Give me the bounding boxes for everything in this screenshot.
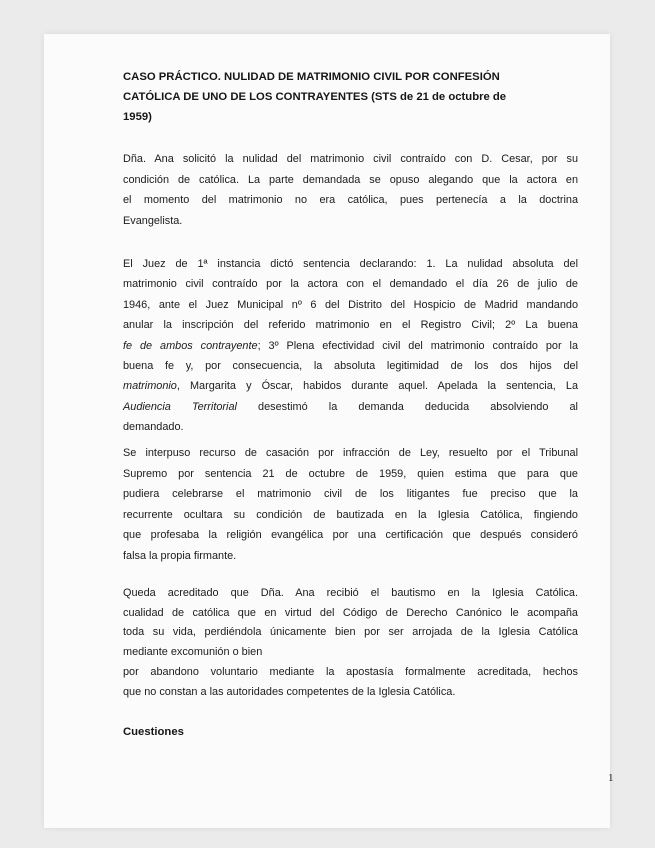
paragraph-line: Queda acreditado que Dña. Ana recibió el bautismo en la Iglesia Católica. xyxy=(123,587,578,599)
emphasis-text: fe de ambos contrayente xyxy=(123,339,258,352)
paragraph-line: Dña. Ana solicitó la nulidad del matrimonio civil contraído con D. Cesar, por su xyxy=(123,153,578,165)
title-line: CASO PRÁCTICO. NULIDAD DE MATRIMONIO CIVIL POR CONFESIÓN xyxy=(123,71,500,83)
paragraph-line: matrimonio civil contraído por la actora con el demandado el día 26 de julio de xyxy=(123,278,578,291)
paragraph-line: toda su vida, perdiéndola únicamente bien por ser arrojada de la Iglesia Católica xyxy=(123,626,578,639)
document-page xyxy=(44,34,614,828)
emphasis-text: matrimonio xyxy=(123,380,177,393)
paragraph-line: condición de católica. La parte demandada se opuso alegando que la actora en xyxy=(123,173,578,186)
paragraph-line: cualidad de católica que en virtud del Código de Derecho Canónico le acompaña xyxy=(123,606,578,619)
paragraph-line: Evangelista. xyxy=(123,214,183,227)
paragraph-line xyxy=(123,336,578,356)
paragraph-line xyxy=(123,397,578,417)
paragraph-line: buena fe y, por consecuencia, la absoluta legitimidad de los dos hijos del xyxy=(123,360,578,373)
paragraph-line: Supremo por sentencia 21 de octubre de 1959, quien estima que para que xyxy=(123,467,578,480)
paragraph-line: 1946, ante el Juez Municipal nº 6 del Distrito del Hospicio de Madrid mandando xyxy=(123,298,578,311)
page-number: 1 xyxy=(608,772,614,784)
paragraph-line: demandado. xyxy=(123,421,184,434)
line-text: desestimó la demanda deducida absolviendo al xyxy=(236,400,578,413)
paragraph-line: pudiera celebrarse el matrimonio civil de los litigantes fue preciso que la xyxy=(123,488,578,501)
emphasis-text: Audiencia Territorial xyxy=(123,400,237,413)
paragraph-line: falsa la propia firmante. xyxy=(123,549,237,562)
paragraph-supreme-court xyxy=(123,443,578,567)
paragraph-facts xyxy=(123,149,578,231)
paragraph-baptism xyxy=(123,584,578,702)
title-line: 1959) xyxy=(123,111,152,123)
paragraph-line: que profesaba la religión evangélica por una certificación que después consideró xyxy=(123,529,578,542)
paragraph-line: que no constan a las autoridades competentes de la Iglesia Católica. xyxy=(123,685,456,698)
title-line: CATÓLICA DE UNO DE LOS CONTRAYENTES (STS de 21 de octubre de xyxy=(123,91,507,103)
line-text: , Margarita y Óscar, habidos durante aquel. Apelada la sentencia, La xyxy=(176,380,578,393)
paragraph-line: anular la inscripción del referido matrimonio en el Registro Civil; 2º La buena xyxy=(123,319,578,332)
cuestiones-heading: Cuestiones xyxy=(123,726,184,738)
paragraph-line xyxy=(123,376,578,396)
case-title xyxy=(123,67,578,127)
paragraph-line: el momento del matrimonio no era católica, pues pertenecía a la doctrina xyxy=(123,194,578,207)
paragraph-line: por abandono voluntario mediante la apostasía formalmente acreditada, hechos xyxy=(123,665,578,678)
line-text: ; 3º Plena efectividad civil del matrimonio contraído por la xyxy=(257,339,578,352)
paragraph-line: mediante excomunión o bien xyxy=(123,646,263,659)
paragraph-line: El Juez de 1ª instancia dictó sentencia declarando: 1. La nulidad absoluta del xyxy=(123,258,578,270)
paragraph-first-instance xyxy=(123,254,578,438)
paragraph-line: recurrente ocultara su condición de bautizada en la Iglesia Católica, fingiendo xyxy=(123,508,578,521)
paragraph-line: Se interpuso recurso de casación por infracción de Ley, resuelto por el Tribunal xyxy=(123,447,578,459)
